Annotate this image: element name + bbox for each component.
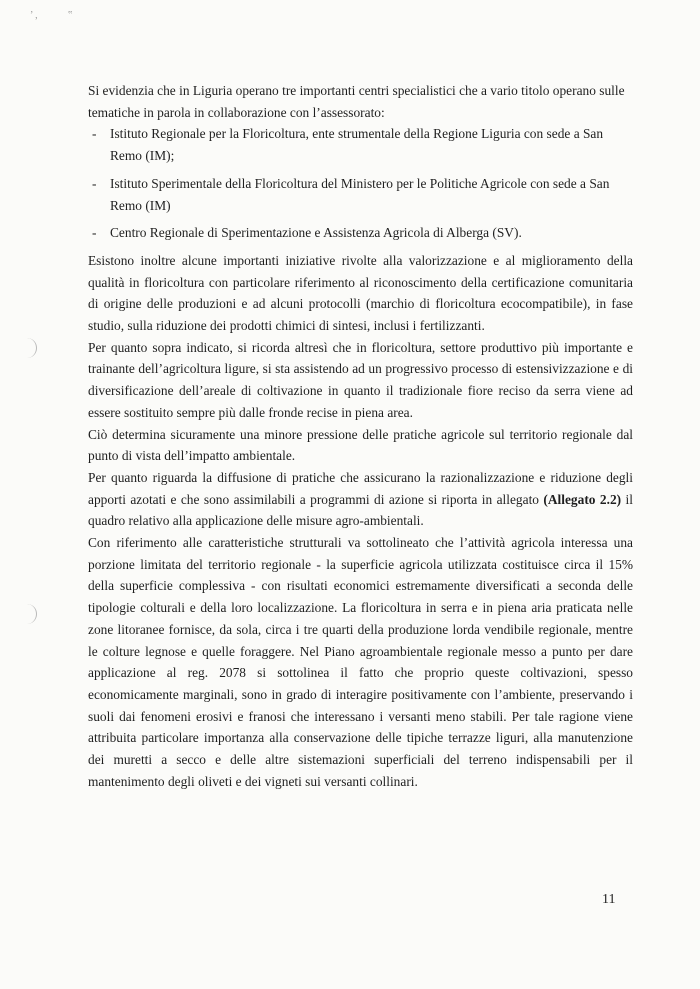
scan-speck-mark: ‟ xyxy=(68,10,73,21)
list-item-text: Istituto Regionale per la Floricoltura, ente strumentale della Regione Liguria con sede a San Remo (IM); xyxy=(110,126,604,164)
allegato-reference: (Allegato 2.2) xyxy=(543,491,622,507)
list-marker: - xyxy=(92,126,97,142)
paragraph-initiatives: Esistono inoltre alcune importanti iniziative rivolte alla valorizzazione e al miglioramento della qualità in floricoltura con particolare riferimento al riconoscimento della certificazione comunitaria di origine delle produzioni e ad alcuni protocolli (marchio di floricoltura ecocompatibile), in fase studio, sulla riduzione dei prodotti chimici di sintesi, inclusi i fertilizzanti. xyxy=(88,252,633,334)
paragraph-allegato xyxy=(88,467,633,532)
allegato-text-before: Per quanto riguarda la diffusione di pratiche che assicurano la razionalizzazione e riduzione degli apporti azotati e che sono assimilabili a programmi di azione si riporta in allegato xyxy=(88,469,633,507)
scan-speck-mark: ’ , xyxy=(30,10,38,21)
binding-hole-mark xyxy=(26,604,37,624)
intro-paragraph: Si evidenzia che in Liguria operano tre importanti centri specialistici che a vario titolo operano sulle tematiche in parola in collaborazione con l’assessorato: xyxy=(88,83,625,120)
list-item xyxy=(88,123,633,166)
list-item-text: Centro Regionale di Sperimentazione e Assistenza Agricola di Alberga (SV). xyxy=(110,225,522,241)
paragraph-floriculture: Per quanto sopra indicato, si ricorda altresì che in floricoltura, settore produttivo più importante e trainante dell’agricoltura ligure, si sta assistendo ad un progressivo processo di estensivizzazione e di diversificazione dell’areale di coltivazione in quanto il tradizionale fiore reciso da serra viene ad essere sostituito sempre più dalle fronde recise in piena area. xyxy=(88,339,633,420)
document-page xyxy=(88,80,633,793)
binding-hole-mark xyxy=(26,338,37,358)
list-item-text: Istituto Sperimentale della Floricoltura del Ministero per le Politiche Agricole con sede a San Remo (IM) xyxy=(110,175,610,213)
paragraph-pressure: Ciò determina sicuramente una minore pressione delle pratiche agricole sul territorio regionale dal punto di vista dell’impatto ambientale. xyxy=(88,426,633,464)
paragraph-structural: Con riferimento alle caratteristiche strutturali va sottolineato che l’attività agricola interessa una porzione limitata del territorio regionale - la superficie agricola utilizzata costituisce circa il 15% della superficie complessiva - con risultati economici estremamente diversificati a seconda delle tipologie colturali e della loro localizzazione. La floricoltura in serra e in piena aria praticata nelle zone litoranee fornisce, da sola, circa i tre quarti della produzione lorda vendibile regionale, mentre le colture legnose e quelle foraggere. Nel Piano agroambientale regionale messo a punto per dare applicazione al reg. 2078 si sottolinea il fatto che proprio queste coltivazioni, spesso economicamente marginali, sono in grado di interagire positivamente con l’ambiente, preservando i suoli dai fenomeni erosivi e franosi che interessano i versanti meno stabili. Per tale ragione viene attribuita particolare importanza alla conservazione delle tipiche terrazze liguri, alla manutenzione dei muretti a secco e delle altre sistemazioni superficiali del terreno indispensabili per il mantenimento degli oliveti e dei vigneti sui versanti collinari. xyxy=(88,535,633,789)
list-marker: - xyxy=(92,175,97,191)
list-item xyxy=(88,173,633,216)
allegato-text-after: il quadro relativo alla applicazione delle misure agro-ambientali. xyxy=(88,491,633,529)
list-marker: - xyxy=(92,225,97,241)
centers-list xyxy=(88,123,633,244)
list-item xyxy=(88,222,633,244)
page-number: 11 xyxy=(602,892,616,907)
